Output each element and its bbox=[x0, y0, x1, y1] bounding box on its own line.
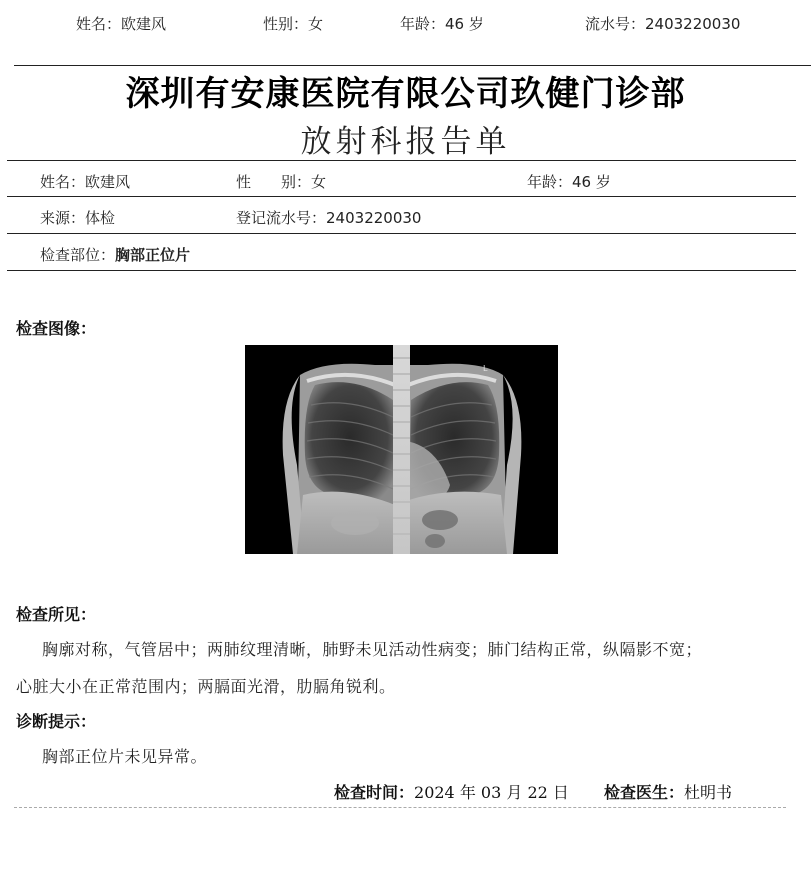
patient-name bbox=[40, 171, 130, 192]
patient-age-value: 46 岁 bbox=[572, 173, 611, 191]
diagnosis-text: 胸部正位片未见异常。 bbox=[42, 747, 208, 766]
patient-sex-value: 女 bbox=[311, 173, 327, 191]
exam-doctor-label: 检查医生： bbox=[604, 783, 685, 802]
findings-heading: 检查所见： bbox=[16, 605, 97, 624]
patient-source bbox=[40, 207, 115, 228]
exam-time-label: 检查时间： bbox=[334, 783, 415, 802]
exam-time-value: 2024 年 03 月 22 日 bbox=[414, 783, 569, 802]
findings-line-2: 心脏大小在正常范围内；两膈面光滑，肋膈角锐利。 bbox=[16, 677, 396, 696]
findings-line-1: 胸廓对称，气管居中；两肺纹理清晰，肺野未见活动性病变；肺门结构正常，纵隔影不宽； bbox=[42, 640, 703, 659]
hospital-title: 深圳有安康医院有限公司玖健门诊部 bbox=[125, 74, 686, 114]
patient-sex bbox=[236, 171, 326, 192]
patient-name-value: 欧建风 bbox=[85, 173, 131, 191]
top-sex: 性别：女 bbox=[263, 15, 324, 33]
footer-divider bbox=[14, 807, 786, 808]
registration-serial-value: 2403220030 bbox=[326, 209, 422, 227]
info-rule-top bbox=[7, 160, 796, 161]
patient-source-label: 来源： bbox=[40, 209, 86, 227]
image-heading: 检查图像： bbox=[16, 319, 97, 338]
top-age: 年龄：46 岁 bbox=[400, 15, 484, 33]
patient-age-label: 年龄： bbox=[527, 173, 573, 191]
exam-doctor-value: 杜明书 bbox=[684, 783, 733, 802]
exam-part-label: 检查部位： bbox=[40, 246, 116, 264]
patient-name-label: 姓名： bbox=[40, 173, 86, 191]
info-rule-2 bbox=[7, 233, 796, 234]
chest-xray-image bbox=[245, 345, 558, 554]
patient-age bbox=[527, 171, 611, 192]
xray-side-marker: L bbox=[483, 364, 488, 373]
patient-source-value: 体检 bbox=[85, 209, 116, 227]
top-serial: 流水号：2403220030 bbox=[585, 15, 741, 33]
registration-serial bbox=[236, 207, 421, 228]
report-title: 放射科报告单 bbox=[300, 124, 511, 160]
exam-part-value: 胸部正位片 bbox=[115, 246, 191, 264]
top-name: 姓名：欧建风 bbox=[76, 15, 167, 33]
info-rule-bottom bbox=[7, 270, 796, 271]
diagnosis-heading: 诊断提示： bbox=[16, 712, 97, 731]
exam-part bbox=[40, 244, 190, 265]
registration-serial-label: 登记流水号： bbox=[236, 209, 327, 227]
exam-time bbox=[334, 780, 569, 803]
exam-doctor bbox=[604, 780, 732, 803]
patient-sex-label: 性 别： bbox=[236, 173, 312, 191]
info-rule-1 bbox=[7, 196, 796, 197]
